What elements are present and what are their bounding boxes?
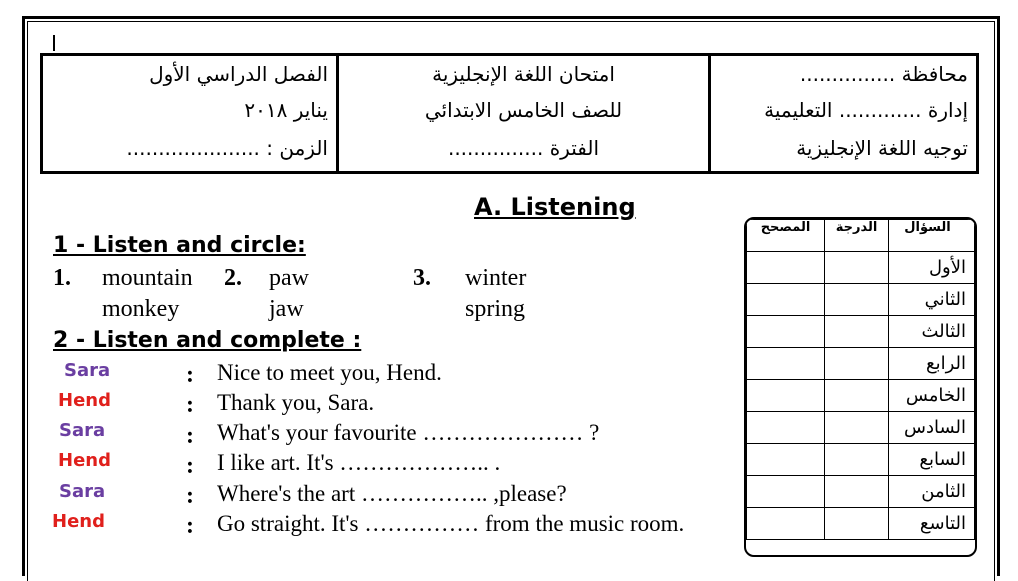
- corrector-cell: [747, 316, 825, 348]
- time-line: الزمن : .....................: [126, 136, 328, 160]
- corrector-cell: [747, 412, 825, 444]
- grade-cell: [825, 252, 889, 284]
- q1-option: mountain: [102, 265, 193, 291]
- supervision-line: توجيه اللغة الإنجليزية: [796, 136, 968, 160]
- corrector-cell: [747, 444, 825, 476]
- grade-row-label: التاسع: [889, 508, 975, 540]
- grade-row-label: الثامن: [889, 476, 975, 508]
- q1-option: spring: [465, 296, 525, 322]
- grade-header-question: السؤال: [889, 220, 975, 252]
- q2-heading: 2 - Listen and complete :: [53, 328, 362, 353]
- date-line: يناير ٢٠١٨: [244, 98, 328, 122]
- dialogue-line: Thank you, Sara.: [217, 390, 375, 415]
- grade-row-label: الثالث: [889, 316, 975, 348]
- speaker-label: Sara: [64, 360, 111, 381]
- q1-heading: 1 - Listen and circle:: [53, 233, 306, 258]
- dialogue-colon: :: [186, 392, 194, 418]
- dialogue-colon: :: [186, 453, 194, 479]
- grade-cell: [825, 412, 889, 444]
- dialogue-line: Where's the art …………….. ,please?: [217, 481, 567, 506]
- grade-row-label: الثاني: [889, 284, 975, 316]
- speaker-label: Hend: [58, 390, 111, 411]
- grade-cell: [825, 476, 889, 508]
- q1-option: winter: [465, 265, 527, 291]
- dialogue-line: I like art. It's ……………….. .: [217, 450, 501, 475]
- q1-item-number: 3.: [413, 265, 431, 291]
- period-line: الفترة ...............: [447, 136, 600, 160]
- header-exam-cell: [336, 56, 708, 171]
- grade-cell: [825, 380, 889, 412]
- grade-level: للصف الخامس الابتدائي: [424, 98, 623, 122]
- grade-cell: [825, 348, 889, 380]
- grade-row-label: الرابع: [889, 348, 975, 380]
- dialogue-line: Nice to meet you, Hend.: [217, 360, 442, 385]
- speaker-label: Hend: [58, 450, 111, 471]
- directorate-line: إدارة ............. التعليمية: [764, 98, 968, 122]
- grade-cell: [825, 444, 889, 476]
- speaker-label: Sara: [59, 420, 106, 441]
- grade-header-corrector: المصحح: [747, 220, 825, 252]
- grade-cell: [825, 316, 889, 348]
- dialogue-colon: :: [186, 423, 194, 449]
- grade-cell: [825, 508, 889, 540]
- q1-item-number: 2.: [224, 265, 242, 291]
- q1-option: monkey: [102, 296, 180, 322]
- grade-row-label: الخامس: [889, 380, 975, 412]
- corrector-cell: [747, 284, 825, 316]
- corrector-cell: [747, 380, 825, 412]
- corrector-cell: [747, 508, 825, 540]
- grade-row-label: السابع: [889, 444, 975, 476]
- corrector-cell: [747, 476, 825, 508]
- dialogue-colon: :: [186, 362, 194, 388]
- q1-option: paw: [269, 265, 309, 291]
- grading-table: [744, 217, 977, 557]
- corrector-cell: [747, 348, 825, 380]
- governorate-line: محافظة ...............: [799, 62, 968, 86]
- exam-title: امتحان اللغة الإنجليزية: [432, 62, 615, 86]
- speaker-label: Sara: [59, 481, 106, 502]
- header-term-cell: [43, 56, 336, 171]
- header-governorate-cell: [708, 56, 976, 171]
- dialogue-colon: :: [186, 483, 194, 509]
- speaker-label: Hend: [52, 511, 105, 532]
- text-cursor: [53, 35, 55, 51]
- term-line: الفصل الدراسي الأول: [149, 62, 328, 86]
- section-title: A. Listening: [474, 193, 636, 221]
- dialogue-colon: :: [186, 513, 194, 539]
- grade-row-label: السادس: [889, 412, 975, 444]
- corrector-cell: [747, 252, 825, 284]
- q1-option: jaw: [269, 296, 304, 322]
- q1-item-number: 1.: [53, 265, 71, 291]
- grade-cell: [825, 284, 889, 316]
- grade-row-label: الأول: [889, 252, 975, 284]
- exam-header-table: [40, 53, 979, 174]
- dialogue-line: Go straight. It's …………… from the music room.: [217, 511, 685, 536]
- grade-header-score: الدرجة: [825, 220, 889, 252]
- dialogue-line: What's your favourite ………………… ?: [217, 420, 600, 445]
